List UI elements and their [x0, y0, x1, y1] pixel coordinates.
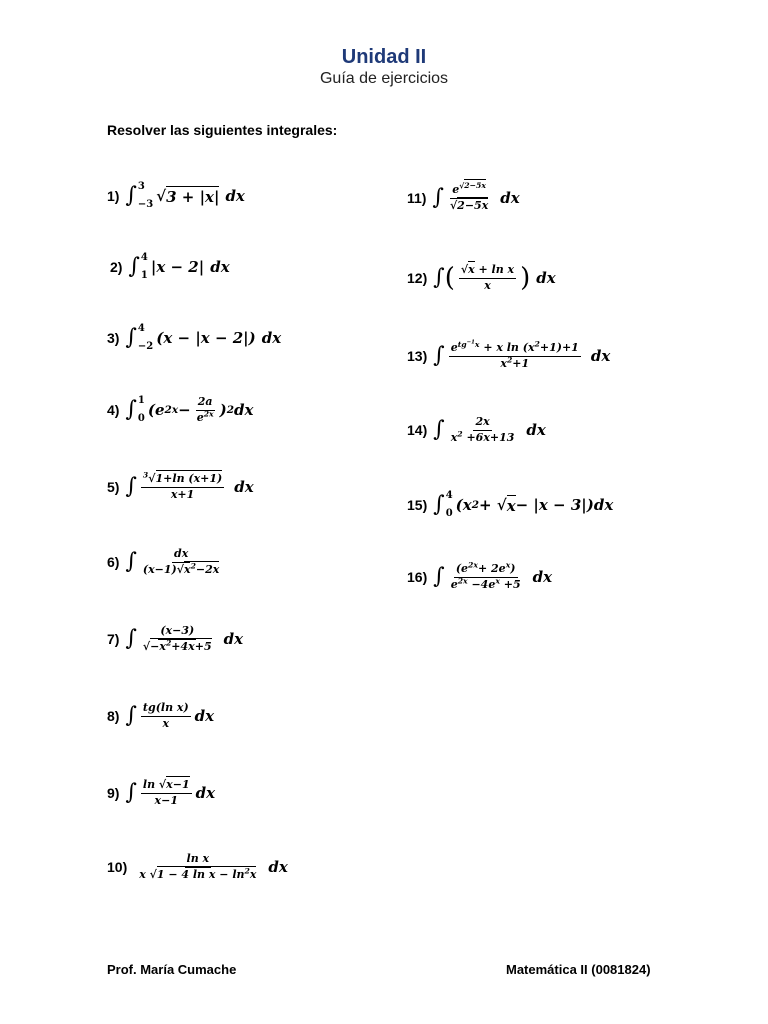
exercise-number: 4)	[107, 402, 120, 419]
exercise-6	[107, 548, 225, 576]
exercise-12	[407, 263, 556, 293]
exercise-formula: ∫ $\frac{(x-3)}{√-x^2+4x+5}$ dx	[125, 624, 244, 653]
exercise-formula: ∫ 4 1 |x − 2| dx	[128, 252, 230, 281]
footer-author: Prof. María Cumache	[107, 962, 237, 977]
exercise-13	[407, 339, 611, 371]
exercise-7	[107, 625, 243, 653]
page-title: Unidad II	[341, 46, 427, 68]
exercise-number: 16)	[407, 569, 428, 586]
exercise-formula: ∫ $\frac{\text{tg(ln x)}}{x}$ dx	[125, 701, 215, 730]
exercise-number: 13)	[407, 348, 428, 365]
exercise-formula: ∫ $\frac{^3√1+\ln (x+1)}{x+1}$ dx	[125, 470, 254, 501]
exercise-8	[107, 702, 214, 730]
exercise-14	[407, 416, 546, 444]
exercise-16	[407, 560, 553, 591]
page-subtitle: Guía de ejercicios	[319, 70, 449, 87]
exercise-formula: ∫ $\frac{dx}{(x-1)√x^2-2x}$	[125, 547, 220, 576]
exercise-formula: ∫ ( $\frac{\text{√x + ln x}}{x}$ ) dx	[433, 262, 556, 293]
exercise-formula: ∫ $\frac{e^{tg^{-1}x} + x \ln (x^2+1)+1}{x^2+1}$ dx	[433, 339, 611, 370]
exercise-number: 6)	[107, 554, 120, 571]
footer-course: Matemática II (0081824)	[506, 962, 651, 977]
exercise-formula: ∫ $\frac{(e^{2x}+ 2e^x)}{e^{2x} -4e^x +5}$ dx	[433, 560, 553, 591]
exercise-9	[107, 779, 215, 807]
exercise-15	[407, 491, 613, 519]
exercise-formula: $\frac{\text{ln x}}{x √1 - 4 \ln x - \ln^2x}$ dx	[139, 852, 288, 881]
exercise-4	[107, 396, 253, 424]
exercise-10	[107, 853, 288, 881]
exercise-formula: ∫ 1 0 (e 2x − $\frac{2a}{e^{2x}}$ ) 2 dx	[125, 395, 254, 425]
exercise-2	[110, 253, 230, 281]
exercise-5	[107, 470, 254, 501]
exercise-number: 9)	[107, 785, 120, 802]
exercise-number: 15)	[407, 497, 428, 513]
instruction-text: Resolver las siguientes integrales:	[107, 122, 338, 138]
exercise-formula: ∫ $\frac{\ln √x-1}{x-1}$ dx	[125, 778, 216, 807]
exercise-number: 11)	[407, 190, 427, 207]
exercise-formula: ∫ 3 −3 √ 3 + |x| dx	[125, 181, 245, 210]
exercise-11	[407, 181, 520, 212]
exercise-number: 3)	[107, 330, 120, 346]
exercise-number: 5)	[107, 479, 120, 496]
exercise-number: 12)	[407, 270, 428, 286]
exercise-formula: ∫ 4 0 (x 2 + √ x − |x − 3|)dx	[433, 490, 614, 519]
exercise-number: 10)	[107, 859, 128, 876]
exercise-number: 8)	[107, 708, 120, 725]
exercise-number: 1)	[107, 188, 120, 204]
exercise-1	[107, 182, 245, 210]
exercise-3	[107, 324, 281, 352]
exercise-number: 14)	[407, 422, 428, 439]
exercise-number: 2)	[110, 259, 123, 275]
exercise-formula: ∫ $\frac{2x}{x^2 +6x+13}$ dx	[433, 415, 546, 444]
exercise-formula: ∫ 4 −2 (x − |x − 2|) dx	[125, 323, 282, 352]
exercise-number: 7)	[107, 631, 120, 648]
exercise-formula: ∫ $\frac{e^{√2-5x}}{√2-5x}$ dx	[432, 181, 520, 212]
